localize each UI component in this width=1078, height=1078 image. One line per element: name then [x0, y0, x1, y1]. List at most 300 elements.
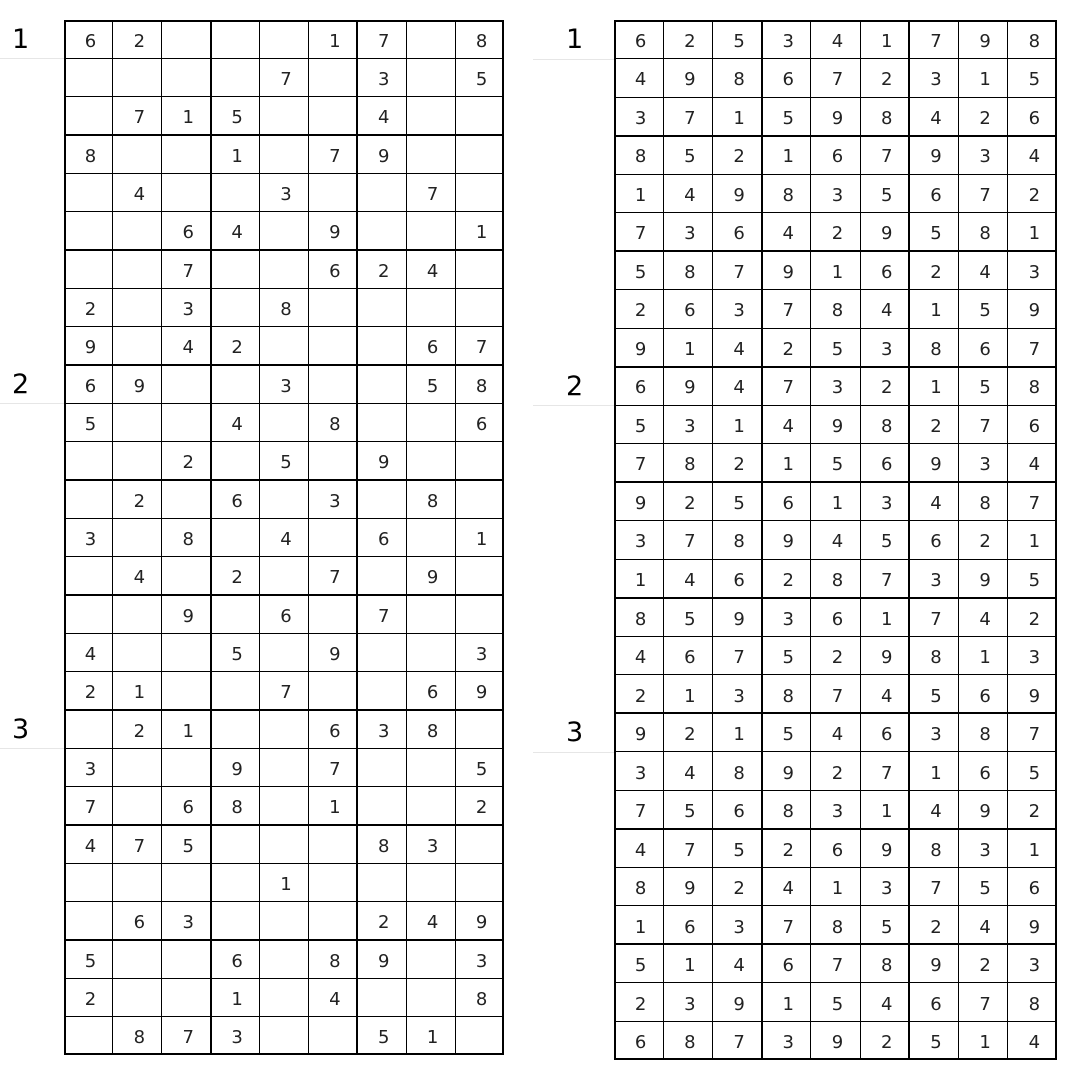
sudoku-cell	[262, 789, 311, 827]
sudoku-cell: 1	[880, 608, 893, 630]
sudoku-cell: 2	[1028, 608, 1041, 630]
grid-column-line	[1007, 22, 1008, 1058]
sudoku-cell	[115, 444, 164, 482]
sudoku-cell	[310, 329, 359, 367]
grid-row-line	[66, 824, 502, 826]
sudoku-cell: 3	[84, 528, 97, 550]
sudoku-cell	[408, 444, 457, 482]
sudoku-cell	[262, 137, 311, 175]
sudoku-cell: 3	[733, 685, 745, 707]
sudoku-cell	[213, 367, 262, 405]
sudoku-cell	[262, 1019, 311, 1057]
sudoku-cell: 5	[84, 413, 97, 435]
sudoku-cell: 7	[133, 107, 146, 129]
sudoku-cell: 6	[782, 492, 794, 514]
sudoku-cell: 4	[133, 567, 146, 589]
sudoku-cell	[408, 214, 457, 252]
sudoku-cell	[213, 22, 262, 60]
sudoku-cell: 7	[979, 184, 991, 206]
sudoku-cell: 1	[634, 570, 647, 591]
sudoku-cell: 4	[84, 835, 97, 857]
grid-row-line	[616, 212, 1055, 213]
sudoku-cell: 2	[684, 30, 696, 52]
sudoku-cell: 6	[930, 531, 942, 553]
sudoku-cell	[213, 520, 262, 558]
sudoku-cell: 3	[231, 1027, 243, 1049]
sudoku-cell: 8	[475, 375, 488, 397]
grid-column-line	[259, 22, 260, 1053]
sudoku-cell: 4	[831, 30, 844, 52]
sudoku-cell: 9	[979, 801, 991, 823]
sudoku-cell: 6	[979, 685, 991, 707]
sudoku-cell	[262, 405, 311, 443]
sudoku-cell: 6	[782, 69, 794, 91]
sudoku-cell: 6	[930, 993, 942, 1015]
sudoku-cell	[66, 444, 115, 482]
sudoku-cell: 5	[84, 950, 97, 972]
sudoku-cell: 4	[1028, 146, 1041, 168]
sudoku-cell	[213, 674, 262, 712]
sudoku-cell	[457, 597, 506, 635]
sudoku-cell: 6	[831, 608, 844, 630]
sudoku-cell: 8	[231, 797, 243, 819]
sudoku-cell	[213, 252, 262, 290]
sudoku-cell: 1	[979, 647, 991, 669]
sudoku-cell: 7	[475, 337, 488, 359]
sudoku-cell: 3	[634, 107, 647, 129]
sudoku-cell	[310, 444, 359, 482]
sudoku-cell	[310, 674, 359, 712]
sudoku-cell: 9	[182, 605, 194, 627]
sudoku-cell: 5	[930, 685, 942, 707]
sudoku-cell: 4	[182, 337, 194, 359]
grid-column-line	[908, 22, 910, 1058]
sudoku-cell: 1	[182, 107, 194, 129]
sudoku-cell: 4	[231, 413, 243, 435]
sudoku-cell	[164, 482, 213, 520]
sudoku-cell: 7	[378, 605, 390, 627]
sudoku-cell: 5	[733, 492, 745, 514]
sudoku-cell: 1	[733, 107, 745, 129]
sudoku-cell: 2	[133, 720, 146, 742]
sudoku-cell: 6	[182, 222, 194, 244]
sudoku-cell: 6	[1028, 415, 1041, 437]
sudoku-cell: 3	[182, 298, 194, 320]
sudoku-cell: 1	[329, 30, 341, 52]
sudoku-cell: 3	[930, 724, 942, 746]
sudoku-cell: 4	[634, 839, 647, 861]
sudoku-cell	[310, 367, 359, 405]
sudoku-cell: 7	[133, 835, 146, 857]
sudoku-cell: 4	[930, 107, 942, 129]
sudoku-cell: 2	[475, 797, 488, 819]
sudoku-cell: 9	[1028, 300, 1041, 322]
sudoku-cell: 7	[880, 146, 893, 168]
sudoku-cell	[310, 1019, 359, 1057]
sudoku-cell: 6	[1028, 878, 1041, 900]
sudoku-cell: 5	[1028, 69, 1041, 91]
sudoku-cell	[164, 674, 213, 712]
grid-row-line	[66, 249, 502, 251]
sudoku-cell: 3	[880, 878, 893, 900]
sudoku-cell	[213, 597, 262, 635]
grid-row-line	[616, 559, 1055, 560]
grid-row-line	[66, 58, 502, 59]
sudoku-cell: 9	[634, 338, 647, 360]
puzzle-number-label: 3	[566, 717, 584, 749]
sudoku-cell	[359, 175, 408, 213]
sudoku-cell	[164, 750, 213, 788]
sudoku-cell: 6	[329, 260, 341, 282]
sudoku-cell: 4	[684, 184, 696, 206]
sudoku-cell: 3	[782, 30, 794, 52]
grid-row-line	[66, 1016, 502, 1017]
sudoku-cell	[310, 290, 359, 328]
sudoku-cell: 8	[782, 685, 794, 707]
sudoku-cell: 7	[1028, 492, 1041, 514]
sudoku-cell	[115, 789, 164, 827]
sudoku-cell: 3	[979, 454, 991, 476]
sudoku-cell: 1	[426, 1027, 439, 1049]
sudoku-cell: 7	[684, 107, 696, 129]
grid-row-line	[66, 671, 502, 672]
grid-row-line	[616, 366, 1055, 368]
sudoku-cell	[310, 865, 359, 903]
sudoku-cell: 5	[782, 724, 794, 746]
sudoku-cell	[310, 60, 359, 98]
grid-row-line	[616, 250, 1055, 252]
sudoku-cell: 4	[329, 988, 341, 1010]
sudoku-cell: 9	[378, 950, 390, 972]
sudoku-cell	[66, 482, 115, 520]
sudoku-cell: 1	[475, 222, 488, 244]
sudoku-cell	[457, 712, 506, 750]
sudoku-cell: 7	[329, 145, 341, 167]
sudoku-cell: 2	[1028, 801, 1041, 823]
sudoku-cell	[310, 520, 359, 558]
sudoku-cell: 5	[880, 916, 893, 938]
sudoku-cell	[359, 980, 408, 1018]
grid-column-line	[761, 22, 763, 1058]
grid-row-line	[616, 751, 1055, 752]
sudoku-cell: 9	[930, 146, 942, 168]
sudoku-cell: 3	[475, 643, 488, 665]
sudoku-cell: 6	[733, 570, 745, 591]
grid-row-line	[616, 481, 1055, 483]
sudoku-cell	[408, 405, 457, 443]
sudoku-cell: 9	[634, 492, 647, 514]
sudoku-cell	[408, 980, 457, 1018]
sudoku-cell	[359, 750, 408, 788]
sudoku-cell: 3	[733, 300, 745, 322]
sudoku-cell: 4	[1028, 454, 1041, 476]
sudoku-cell	[164, 980, 213, 1018]
sudoku-cell: 4	[733, 338, 745, 360]
sudoku-cell: 2	[378, 912, 390, 934]
sudoku-cell	[213, 904, 262, 942]
sudoku-cell: 7	[930, 30, 942, 52]
sudoku-cell: 9	[979, 570, 991, 591]
sudoku-cell: 5	[231, 107, 243, 129]
sudoku-cell: 1	[684, 338, 696, 360]
sudoku-cell: 2	[979, 107, 991, 129]
sudoku-cell	[262, 750, 311, 788]
grid-row-line	[616, 443, 1055, 444]
sudoku-cell	[457, 175, 506, 213]
sudoku-cell: 5	[634, 261, 647, 283]
sudoku-cell	[164, 635, 213, 673]
sudoku-cell: 3	[280, 375, 292, 397]
sudoku-cell: 4	[880, 685, 893, 707]
sudoku-cell: 7	[280, 68, 292, 90]
sudoku-cell: 4	[733, 955, 745, 977]
sudoku-cell: 4	[378, 107, 390, 129]
sudoku-cell: 7	[378, 30, 390, 52]
sudoku-cell: 5	[634, 415, 647, 437]
sudoku-cell: 7	[182, 260, 194, 282]
sudoku-cell: 9	[733, 608, 745, 630]
sudoku-cell: 9	[930, 955, 942, 977]
sudoku-cell: 7	[930, 878, 942, 900]
sudoku-cell: 2	[378, 260, 390, 282]
solutions-grid	[614, 20, 1057, 1060]
sudoku-cell: 4	[782, 415, 794, 437]
sudoku-cell	[408, 750, 457, 788]
sudoku-cell	[310, 597, 359, 635]
sudoku-cell: 7	[782, 377, 794, 399]
sudoku-cell: 2	[880, 69, 893, 91]
sudoku-cell: 2	[133, 30, 146, 52]
sudoku-cell: 5	[231, 643, 243, 665]
sudoku-cell: 4	[979, 916, 991, 938]
sudoku-cell: 1	[831, 492, 844, 514]
sudoku-cell: 5	[979, 300, 991, 322]
sudoku-cell	[408, 99, 457, 137]
sudoku-cell	[359, 635, 408, 673]
sudoku-cell: 6	[930, 184, 942, 206]
sudoku-cell: 8	[979, 492, 991, 514]
sudoku-cell: 2	[880, 377, 893, 399]
sudoku-cell: 5	[979, 377, 991, 399]
sudoku-cell: 1	[231, 145, 243, 167]
sudoku-cell	[457, 559, 506, 597]
sudoku-cell	[457, 865, 506, 903]
grid-row-line	[616, 289, 1055, 290]
sudoku-cell	[262, 827, 311, 865]
sudoku-cell: 1	[1028, 531, 1041, 553]
sudoku-cell: 4	[782, 223, 794, 245]
sudoku-cell: 6	[880, 261, 893, 283]
sudoku-cell	[66, 865, 115, 903]
sudoku-cell	[457, 252, 506, 290]
sudoku-cell: 5	[733, 839, 745, 861]
sudoku-cell: 2	[831, 223, 844, 245]
sudoku-cell: 9	[684, 878, 696, 900]
sudoku-cell: 2	[182, 452, 194, 474]
sudoku-cell	[408, 60, 457, 98]
sudoku-cell: 8	[880, 955, 893, 977]
sudoku-cell: 8	[979, 724, 991, 746]
sudoku-cell	[408, 865, 457, 903]
sudoku-cell	[359, 367, 408, 405]
sudoku-cell: 1	[1028, 223, 1041, 245]
sudoku-cell: 8	[880, 107, 893, 129]
grid-column-line	[712, 22, 713, 1058]
sudoku-cell: 9	[930, 454, 942, 476]
sudoku-cell: 7	[426, 183, 439, 205]
grid-row-line	[66, 863, 502, 864]
puzzle-label-strip	[0, 20, 64, 59]
sudoku-cell: 9	[84, 337, 97, 359]
puzzle-label-strip	[0, 365, 64, 404]
sudoku-cell: 7	[880, 570, 893, 591]
sudoku-cell: 9	[782, 762, 794, 784]
sudoku-cell: 5	[1028, 570, 1041, 591]
sudoku-cell	[164, 559, 213, 597]
sudoku-cell: 8	[831, 570, 844, 591]
sudoku-cell: 5	[831, 993, 844, 1015]
sudoku-cell: 7	[733, 1032, 745, 1054]
sudoku-cell: 9	[475, 682, 488, 704]
sudoku-cell: 9	[831, 415, 844, 437]
sudoku-cell	[115, 750, 164, 788]
sudoku-cell: 6	[831, 146, 844, 168]
sudoku-cell	[66, 559, 115, 597]
sudoku-cell	[262, 559, 311, 597]
sudoku-cell: 3	[684, 223, 696, 245]
sudoku-cell: 8	[280, 298, 292, 320]
sudoku-cell: 1	[930, 377, 942, 399]
sudoku-cell: 3	[378, 68, 390, 90]
sudoku-cell	[115, 137, 164, 175]
sudoku-cell	[457, 444, 506, 482]
sudoku-cell: 6	[684, 300, 696, 322]
sudoku-cell: 2	[733, 454, 745, 476]
sudoku-cell: 1	[133, 682, 146, 704]
grid-column-line	[356, 22, 358, 1053]
sudoku-cell: 8	[831, 300, 844, 322]
grid-row-line	[616, 58, 1055, 59]
sudoku-cell: 5	[979, 878, 991, 900]
sudoku-cell: 7	[979, 993, 991, 1015]
sudoku-cell: 2	[133, 490, 146, 512]
sudoku-cell: 6	[84, 30, 97, 52]
sudoku-cell: 9	[733, 993, 745, 1015]
sudoku-cell	[115, 520, 164, 558]
sudoku-cell: 1	[880, 801, 893, 823]
grid-row-line	[616, 520, 1055, 521]
sudoku-cell	[164, 22, 213, 60]
sudoku-cell	[359, 789, 408, 827]
sudoku-cell: 6	[733, 223, 745, 245]
puzzle-number-label: 2	[12, 369, 30, 400]
sudoku-cell: 5	[475, 758, 488, 780]
grid-row-line	[66, 326, 502, 327]
sudoku-cell: 6	[684, 916, 696, 938]
sudoku-cell: 5	[426, 375, 439, 397]
puzzle-number-label: 1	[12, 24, 30, 55]
sudoku-cell	[115, 214, 164, 252]
grid-column-line	[810, 22, 811, 1058]
sudoku-cell: 7	[1028, 338, 1041, 360]
sudoku-cell: 7	[733, 261, 745, 283]
sudoku-cell: 2	[84, 988, 97, 1010]
sudoku-cell: 3	[1028, 955, 1041, 977]
sudoku-cell	[66, 60, 115, 98]
sudoku-cell: 2	[684, 724, 696, 746]
sudoku-cell	[457, 1019, 506, 1057]
sudoku-cell: 2	[1028, 184, 1041, 206]
sudoku-cell: 2	[634, 300, 647, 322]
sudoku-cell: 1	[634, 916, 647, 938]
sudoku-cell: 5	[378, 1027, 390, 1049]
grid-row-line	[616, 1021, 1055, 1022]
sudoku-cell: 3	[979, 839, 991, 861]
sudoku-cell	[262, 252, 311, 290]
grid-row-line	[616, 867, 1055, 868]
sudoku-cell	[115, 290, 164, 328]
grid-row-line	[66, 479, 502, 481]
grid-row-line	[66, 901, 502, 902]
sudoku-cell: 1	[733, 724, 745, 746]
grid-column-line	[860, 22, 861, 1058]
sudoku-cell: 2	[634, 685, 647, 707]
sudoku-cell: 5	[733, 30, 745, 52]
sudoku-cell: 2	[782, 338, 794, 360]
sudoku-cell: 4	[1028, 1032, 1041, 1054]
sudoku-cell: 9	[133, 375, 146, 397]
sudoku-cell: 5	[782, 107, 794, 129]
sudoku-cell: 5	[831, 454, 844, 476]
sudoku-cell: 9	[1028, 685, 1041, 707]
sudoku-cell: 8	[634, 146, 647, 168]
sudoku-cell: 4	[684, 762, 696, 784]
sudoku-cell: 6	[426, 337, 439, 359]
grid-column-line	[210, 22, 212, 1053]
sudoku-cell: 6	[880, 724, 893, 746]
sudoku-cell: 6	[133, 912, 146, 934]
sudoku-cell	[66, 712, 115, 750]
sudoku-cell: 4	[782, 878, 794, 900]
sudoku-cell	[408, 942, 457, 980]
sudoku-cell: 1	[782, 454, 794, 476]
sudoku-cell: 4	[733, 377, 745, 399]
sudoku-cell: 4	[831, 724, 844, 746]
puzzle-number-label: 3	[12, 714, 30, 745]
sudoku-cell: 2	[979, 531, 991, 553]
grid-row-line	[66, 518, 502, 519]
sudoku-cell: 4	[426, 912, 439, 934]
sudoku-cell	[115, 865, 164, 903]
sudoku-cell: 1	[733, 415, 745, 437]
sudoku-cell: 5	[684, 608, 696, 630]
sudoku-cell: 4	[880, 993, 893, 1015]
sudoku-cell: 3	[930, 69, 942, 91]
sudoku-cell	[359, 405, 408, 443]
sudoku-cell	[213, 827, 262, 865]
sudoku-cell	[164, 137, 213, 175]
sudoku-cell: 1	[880, 30, 893, 52]
sudoku-cell: 6	[182, 797, 194, 819]
sudoku-cell: 8	[733, 762, 745, 784]
sudoku-cell: 4	[231, 222, 243, 244]
sudoku-cell: 7	[684, 531, 696, 553]
sudoku-cell: 7	[84, 797, 97, 819]
sudoku-cell: 7	[979, 415, 991, 437]
sudoku-cell: 7	[329, 758, 341, 780]
sudoku-cell: 3	[782, 1032, 794, 1054]
sudoku-cell: 5	[831, 338, 844, 360]
